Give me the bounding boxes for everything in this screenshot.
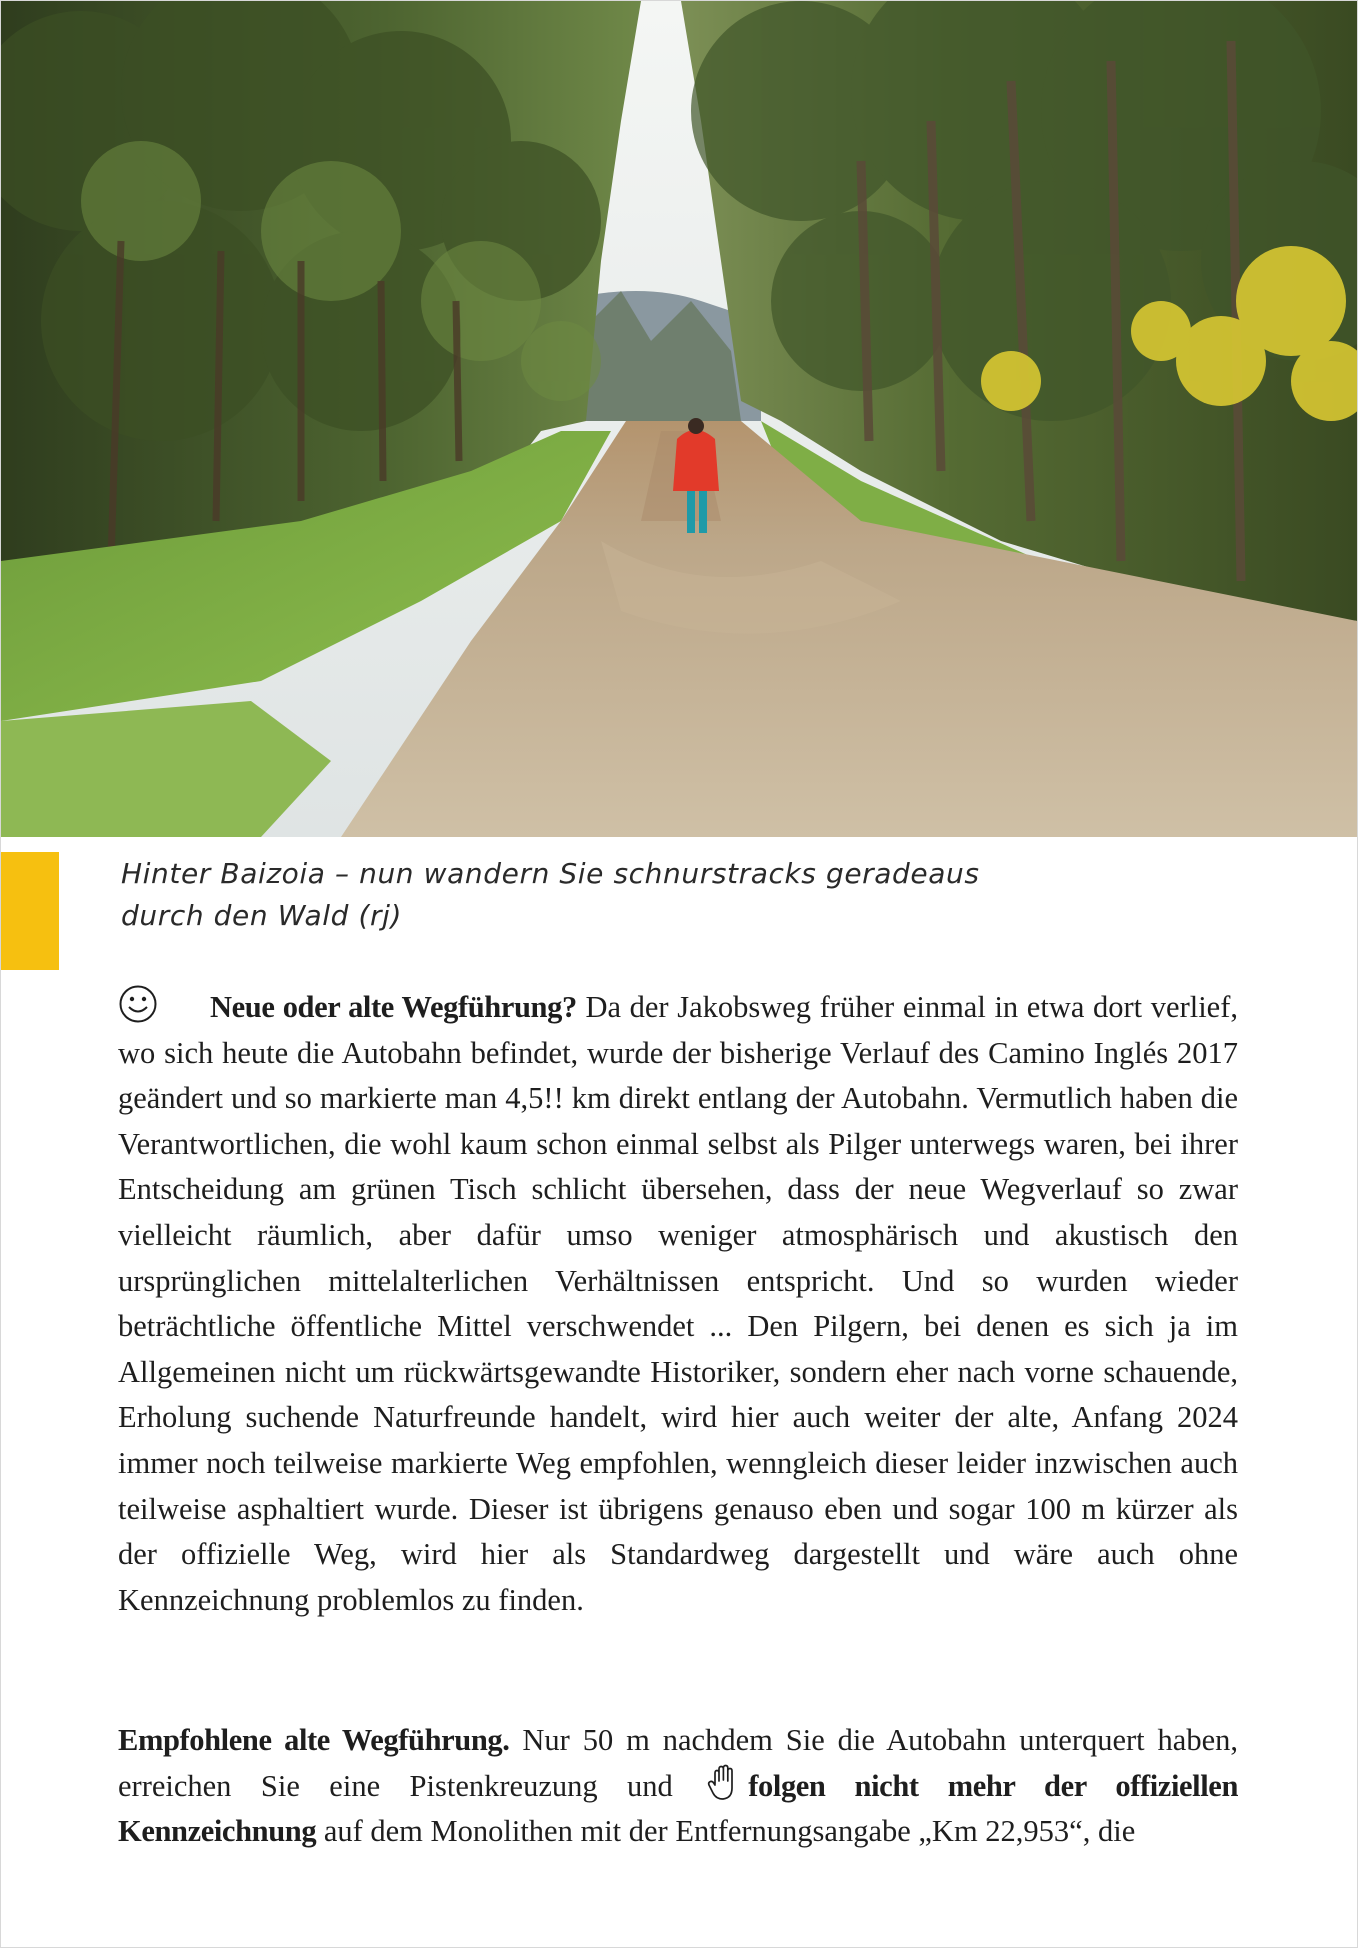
paragraph2-text-b: auf dem Monolithen mit der Entfernungsangabe „Km 22,953“, die [316, 1814, 1136, 1849]
forest-path-photo [1, 1, 1357, 837]
paragraph2-bold-instruction: folgen nicht mehr der offiziellen Kennzeichnung [118, 1768, 1239, 1849]
paragraph2-text-a: Nur 50 m nachdem Sie die Autobahn unterquert haben, erreichen Sie eine Pistenkreuzung und [118, 1723, 1238, 1803]
smiley-icon [118, 984, 158, 1024]
hand-stop-icon [706, 1764, 742, 1802]
paragraph-empfohlene-wegfuehrung [118, 1718, 1238, 1855]
paragraph1-heading: Neue oder alte Wegführung? [210, 990, 577, 1024]
paragraph-neue-oder-alte [118, 984, 1238, 1623]
photo-caption [121, 853, 1121, 937]
caption-accent-bar [1, 852, 59, 970]
caption-line-2: durch den Wald (rj) [121, 899, 403, 932]
paragraph2-heading: Empfohlene alte Wegführung. [118, 1723, 510, 1757]
paragraph1-text: Da der Jakobsweg früher einmal in etwa dort verlief, wo sich heute die Autobahn befindet, wurde der bisherige Verlauf des Camino Inglés 2017 geändert und so markierte man 4,5!! km direkt entlang der Autobahn. Vermutlich haben die Verantwortlichen, die wohl kaum schon einmal selbst als Pilger unterwegs waren, bei ihrer Entscheidung am grünen Tisch schlicht übersehen, dass der neue Wegverlauf so zwar vielleicht räumlich, aber dafür umso weniger atmosphärisch und akustisch den ursprünglichen mittelalterlichen Verhältnissen entspricht. Und so wurden wieder beträchtliche öffentliche Mittel verschwendet ... Den Pilgern, bei denen es sich ja im Allgemeinen nicht um rückwärtsgewandte Historiker, sondern eher nach vorne schauende, Erholung suchende Naturfreunde handelt, wird hier auch weiter der alte, Anfang 2024 immer noch teilweise markierte Weg empfohlen, wenngleich dieser leider inzwischen auch teilweise asphaltiert wurde. Dieser ist übrigens genauso eben und sogar 100 m kürzer als der offizielle Weg, wird hier als Standardweg dargestellt und wäre auch ohne Kennzeichnung problemlos zu finden. [118, 990, 1238, 1617]
caption-line-1: Hinter Baizoia – nun wandern Sie schnurstracks geradeaus [121, 857, 980, 890]
forest-path-illustration [1, 1, 1357, 837]
